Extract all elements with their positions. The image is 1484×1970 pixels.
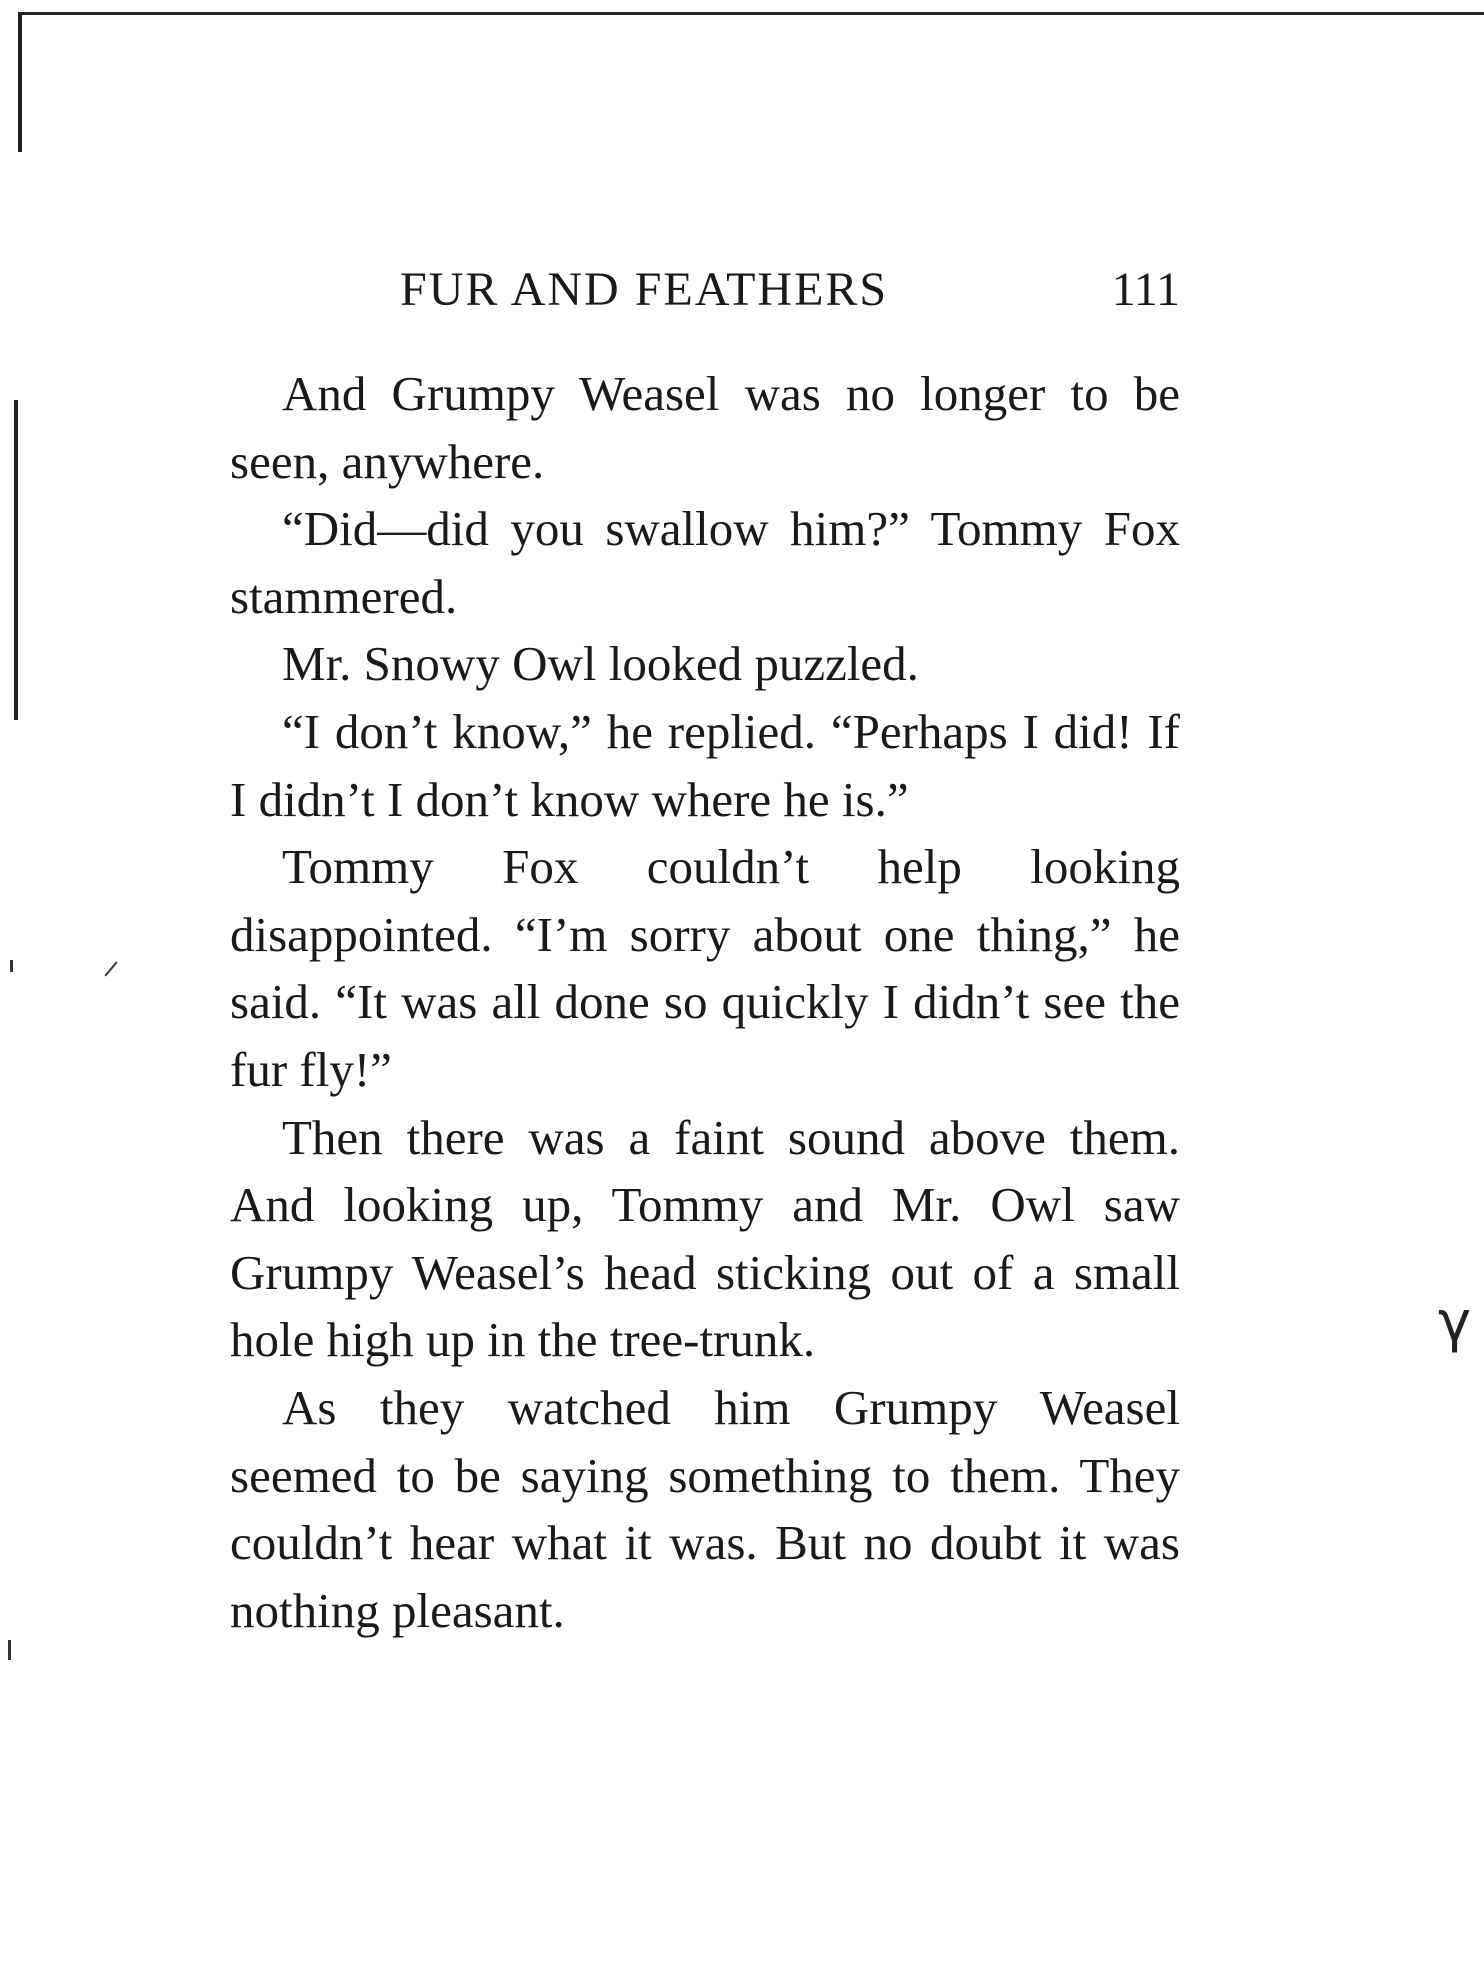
paragraph: Mr. Snowy Owl looked puzzled. — [282, 636, 919, 692]
paragraph: “I don’t know,” he replied. “Perhaps I did! If I didn’t I don’t know where he is.” — [230, 703, 1180, 827]
paragraph: Tommy Fox couldn’t help looking disappointed. “I’m sorry about one thing,” he said. “It was all done so quickly I didn’t see the fur fly!” — [230, 839, 1180, 1097]
running-head-title: FUR AND FEATHERS — [400, 263, 889, 316]
page-number: 111 — [1111, 263, 1180, 316]
scan-speck — [10, 960, 13, 972]
paragraph: And Grumpy Weasel was no longer to be seen, anywhere. — [230, 366, 1180, 489]
scan-speck — [104, 961, 117, 976]
scan-border-left — [18, 12, 22, 152]
handwritten-margin-mark: γ — [1438, 1290, 1472, 1355]
paragraph: As they watched him Grumpy Weasel seemed to be saying something to them. They couldn’t hear what it was. But no doubt it was nothing pleasant. — [230, 1379, 1180, 1638]
scan-border-left-lower — [14, 400, 18, 720]
body-text — [230, 360, 1180, 1644]
paragraph: “Did—did you swallow him?” Tommy Fox stammered. — [230, 501, 1180, 624]
running-head — [230, 262, 1180, 322]
scan-speck — [8, 1640, 11, 1660]
paragraph: Then there was a faint sound above them. And looking up, Tommy and Mr. Owl saw Grumpy Weasel’s head sticking out of a small hole high up in the tree-trunk. — [230, 1109, 1180, 1368]
scan-border-top — [20, 12, 1484, 15]
